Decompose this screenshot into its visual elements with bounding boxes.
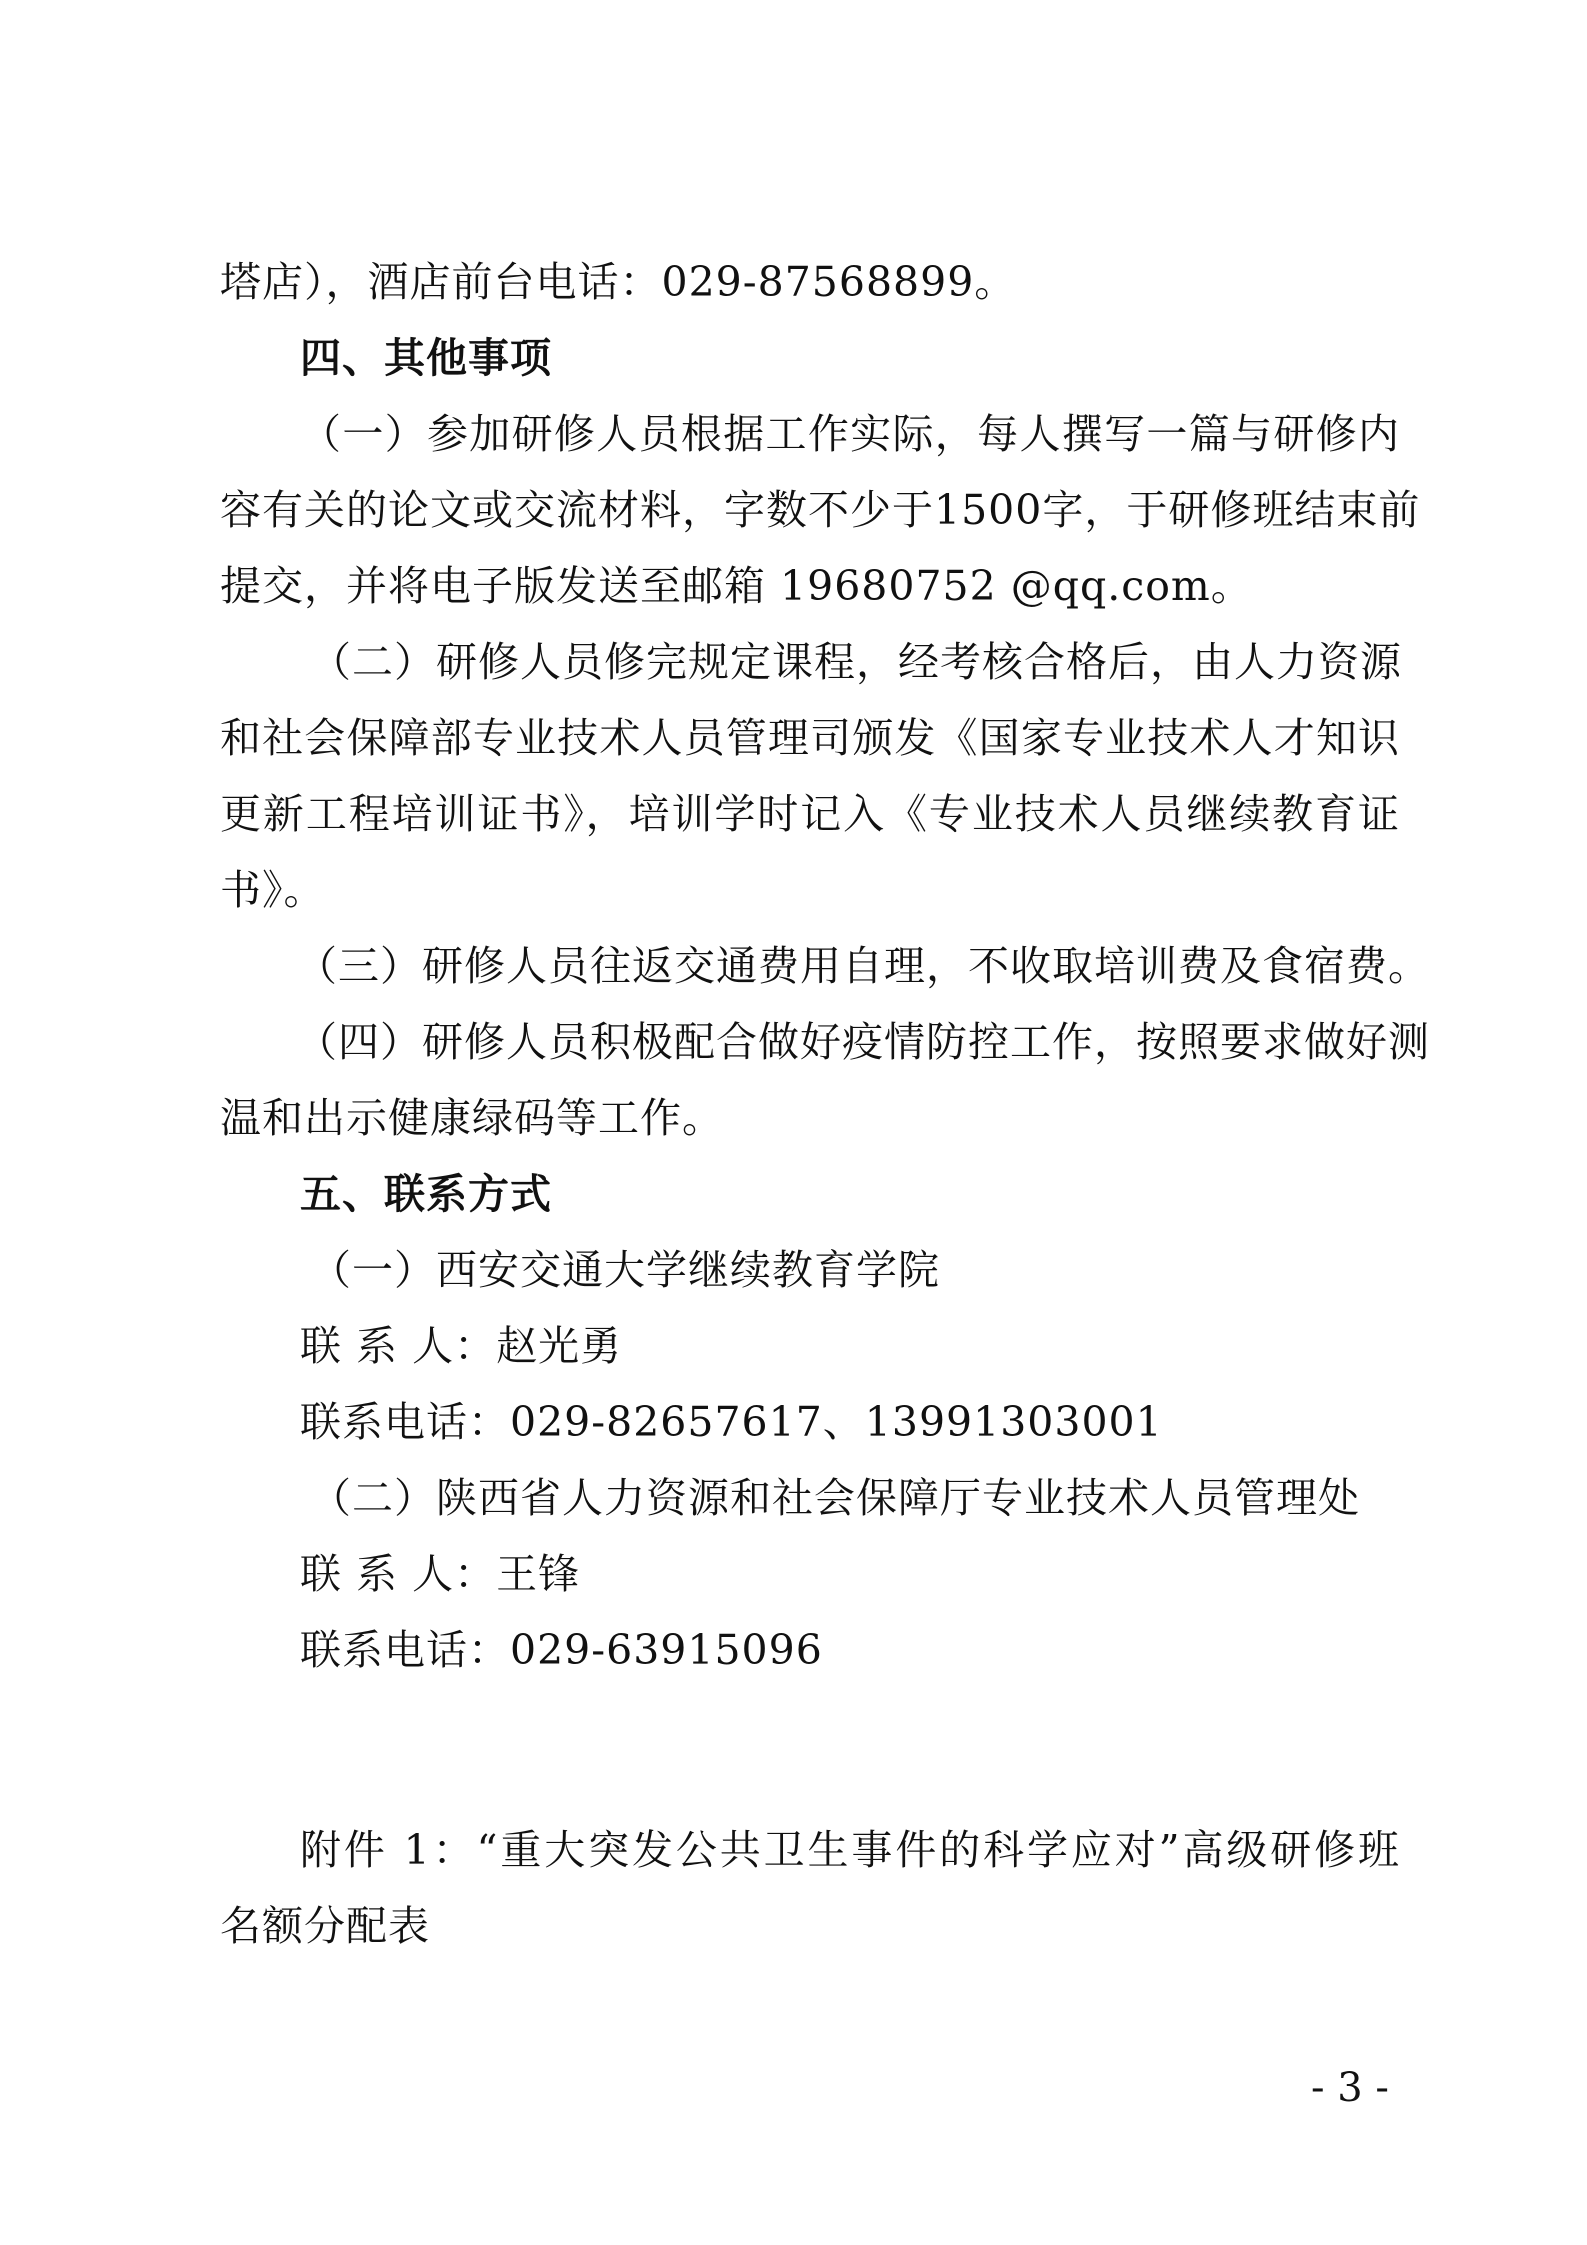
body-line-item-4-a: （四）研修人员积极配合做好疫情防控工作，按照要求做好测 (296, 1018, 1430, 1066)
attachment-line-a: 附件 1：“重大突发公共卫生事件的科学应对”高级研修班 (300, 1826, 1400, 1874)
attachment-line-b: 名额分配表 (220, 1902, 430, 1950)
contact-phone-2: 联系电话：029-63915096 (300, 1626, 823, 1674)
contact-org-1: （一）西安交通大学继续教育学院 (310, 1246, 940, 1294)
body-line-item-1-b: 容有关的论文或交流材料，字数不少于1500字，于研修班结束前 (220, 486, 1421, 534)
body-line-item-2-a: （二）研修人员修完规定课程，经考核合格后，由人力资源 (310, 638, 1402, 686)
contact-phone-1: 联系电话：029-82657617、13991303001 (300, 1398, 1163, 1446)
body-line-item-3: （三）研修人员往返交通费用自理，不收取培训费及食宿费。 (296, 942, 1430, 990)
contact-person-1: 联 系 人：赵光勇 (300, 1322, 623, 1370)
page-number: - 3 - (1311, 2065, 1389, 2111)
section-heading-contact: 五、联系方式 (300, 1170, 552, 1218)
body-line-item-4-b: 温和出示健康绿码等工作。 (220, 1094, 724, 1142)
section-heading-other-matters: 四、其他事项 (300, 334, 552, 382)
body-line-item-1-c: 提交，并将电子版发送至邮箱 19680752 @qq.com。 (220, 562, 1253, 610)
contact-org-2: （二）陕西省人力资源和社会保障厅专业技术人员管理处 (310, 1474, 1360, 1522)
body-line-item-2-d: 书》。 (220, 866, 326, 914)
body-line-item-1-a: （一）参加研修人员根据工作实际，每人撰写一篇与研修内 (300, 410, 1400, 458)
body-line-hotel-phone: 塔店），酒店前台电话：029-87568899。 (220, 258, 1017, 306)
contact-person-2: 联 系 人：王锋 (300, 1550, 581, 1598)
body-line-item-2-c: 更新工程培训证书》，培训学时记入《专业技术人员继续教育证 (220, 790, 1400, 838)
body-line-item-2-b: 和社会保障部专业技术人员管理司颁发《国家专业技术人才知识 (220, 714, 1400, 762)
